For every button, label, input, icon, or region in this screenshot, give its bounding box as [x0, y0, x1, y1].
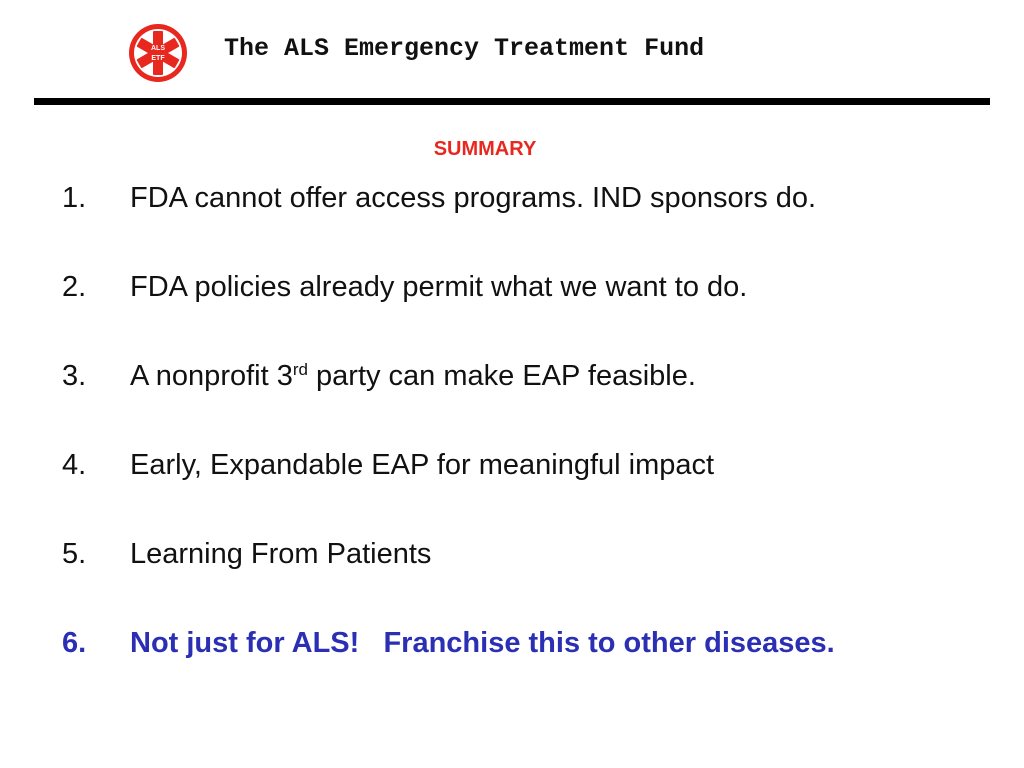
als-etf-logo — [127, 22, 189, 84]
item-number: 6. — [62, 627, 87, 659]
item-text: Learning From Patients — [130, 538, 432, 570]
item-text: Early, Expandable EAP for meaningful impact — [130, 449, 715, 481]
item-text: FDA policies already permit what we want to do. — [130, 271, 748, 303]
star-of-life-logo-icon — [127, 22, 189, 84]
header-divider — [34, 98, 990, 105]
item-text-before: A nonprofit 3 — [130, 360, 293, 392]
section-title-text: SUMMARY — [433, 138, 537, 160]
item-number: 1. — [62, 182, 87, 214]
section-title — [0, 138, 970, 161]
item-text: Not just for ALS! Franchise this to other diseases. — [130, 627, 835, 659]
item-text-after: party can make EAP feasible. — [307, 360, 696, 392]
logo-text-top: ALS — [151, 45, 165, 52]
header-title: The ALS Emergency Treatment Fund — [224, 34, 705, 63]
item-number: 3. — [62, 360, 87, 392]
item-text — [130, 360, 696, 393]
item-superscript: rd — [292, 360, 308, 379]
item-number: 4. — [62, 449, 87, 481]
item-text: FDA cannot offer access programs. IND sponsors do. — [130, 182, 817, 214]
logo-text-bottom: ETF — [151, 55, 165, 62]
item-number: 2. — [62, 271, 87, 303]
item-number: 5. — [62, 538, 87, 570]
